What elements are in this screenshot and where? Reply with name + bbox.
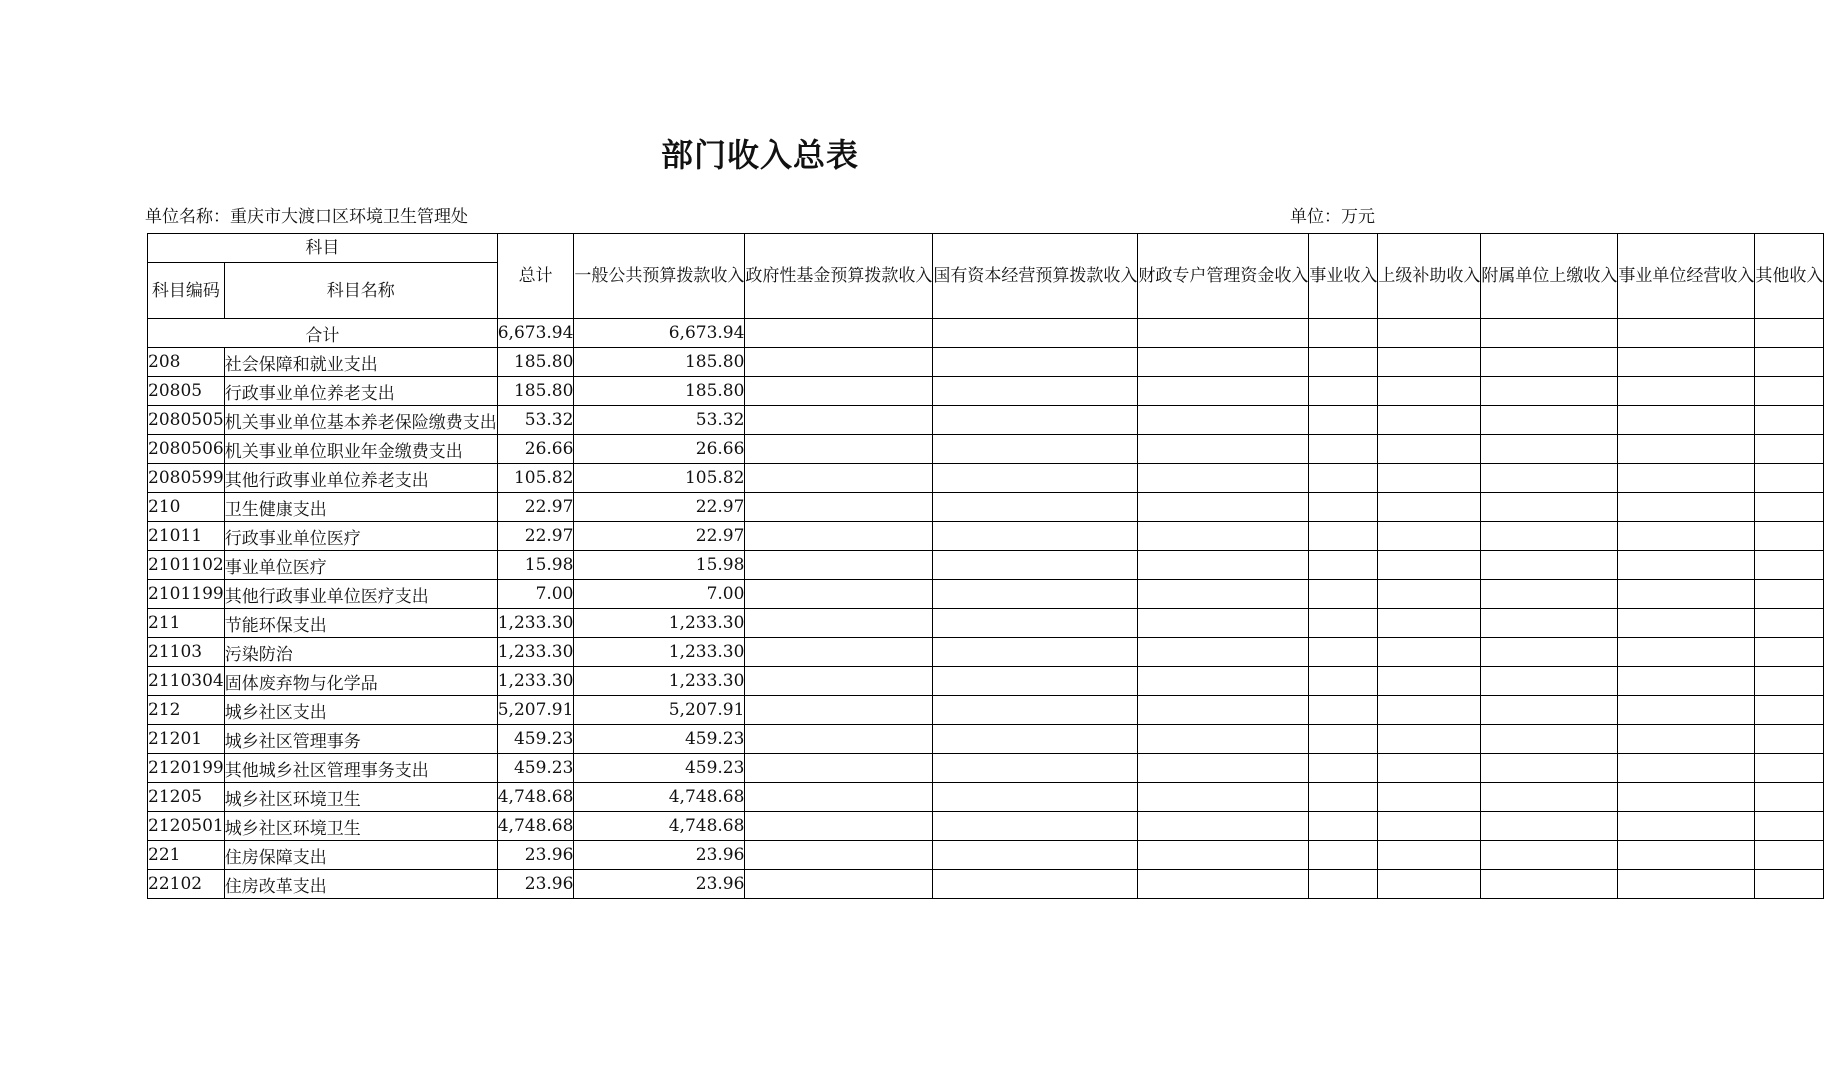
unit-name-label: 单位名称：重庆市大渡口区环境卫生管理处 bbox=[145, 207, 468, 227]
row-general: 26.66 bbox=[574, 435, 745, 464]
empty-cell bbox=[745, 725, 933, 754]
row-code: 21205 bbox=[148, 783, 225, 812]
empty-cell bbox=[1755, 406, 1824, 435]
row-code: 208 bbox=[148, 348, 225, 377]
row-name: 行政事业单位医疗 bbox=[224, 522, 497, 551]
empty-cell bbox=[1755, 696, 1824, 725]
empty-cell bbox=[933, 638, 1138, 667]
table-row bbox=[148, 377, 1824, 406]
empty-cell bbox=[1618, 406, 1755, 435]
empty-cell bbox=[933, 551, 1138, 580]
empty-cell bbox=[1138, 580, 1309, 609]
row-name: 节能环保支出 bbox=[224, 609, 497, 638]
empty-cell bbox=[1378, 870, 1481, 899]
empty-cell bbox=[745, 870, 933, 899]
empty-cell bbox=[933, 696, 1138, 725]
row-total: 185.80 bbox=[497, 348, 574, 377]
row-general: 1,233.30 bbox=[574, 638, 745, 667]
empty-cell bbox=[1378, 435, 1481, 464]
empty-cell bbox=[1755, 435, 1824, 464]
empty-cell bbox=[745, 609, 933, 638]
empty-cell bbox=[1378, 638, 1481, 667]
header-subject: 科目 bbox=[148, 234, 498, 263]
empty-cell bbox=[1309, 667, 1378, 696]
header-career: 事业收入 bbox=[1309, 234, 1378, 319]
empty-cell bbox=[1309, 841, 1378, 870]
table-row bbox=[148, 783, 1824, 812]
empty-cell bbox=[1378, 493, 1481, 522]
empty-cell bbox=[1618, 725, 1755, 754]
row-name: 事业单位医疗 bbox=[224, 551, 497, 580]
empty-cell bbox=[1618, 754, 1755, 783]
empty-cell bbox=[1481, 348, 1618, 377]
empty-cell bbox=[1755, 493, 1824, 522]
row-name: 其他行政事业单位养老支出 bbox=[224, 464, 497, 493]
empty-cell bbox=[1618, 551, 1755, 580]
empty-cell bbox=[1618, 580, 1755, 609]
row-name: 卫生健康支出 bbox=[224, 493, 497, 522]
row-code: 20805 bbox=[148, 377, 225, 406]
empty-cell bbox=[1138, 667, 1309, 696]
empty-cell bbox=[933, 348, 1138, 377]
empty-cell bbox=[1618, 783, 1755, 812]
empty-cell bbox=[1309, 406, 1378, 435]
empty-cell bbox=[1618, 609, 1755, 638]
empty-cell bbox=[1755, 783, 1824, 812]
empty-cell bbox=[745, 783, 933, 812]
row-code: 21011 bbox=[148, 522, 225, 551]
empty-cell bbox=[1481, 638, 1618, 667]
empty-cell bbox=[933, 725, 1138, 754]
row-code: 221 bbox=[148, 841, 225, 870]
table-row bbox=[148, 435, 1824, 464]
empty-cell bbox=[1309, 580, 1378, 609]
row-name: 住房改革支出 bbox=[224, 870, 497, 899]
header-state-capital: 国有资本经营预算拨款收入 bbox=[933, 234, 1138, 319]
empty-cell bbox=[1755, 348, 1824, 377]
empty-cell bbox=[745, 435, 933, 464]
table-row bbox=[148, 406, 1824, 435]
row-general: 23.96 bbox=[574, 841, 745, 870]
income-table bbox=[147, 233, 1824, 899]
row-total: 23.96 bbox=[497, 841, 574, 870]
header-code: 科目编码 bbox=[148, 263, 225, 319]
empty-cell bbox=[1309, 435, 1378, 464]
empty-cell bbox=[933, 580, 1138, 609]
empty-cell bbox=[1309, 493, 1378, 522]
sum-total: 6,673.94 bbox=[497, 319, 574, 348]
empty-cell bbox=[933, 812, 1138, 841]
empty-cell bbox=[745, 464, 933, 493]
row-name: 城乡社区环境卫生 bbox=[224, 783, 497, 812]
table-row bbox=[148, 609, 1824, 638]
header-special-fund: 财政专户管理资金收入 bbox=[1138, 234, 1309, 319]
empty-cell bbox=[1309, 725, 1378, 754]
empty-cell bbox=[1138, 638, 1309, 667]
row-total: 7.00 bbox=[497, 580, 574, 609]
empty-cell bbox=[1755, 638, 1824, 667]
row-name: 其他行政事业单位医疗支出 bbox=[224, 580, 497, 609]
row-total: 53.32 bbox=[497, 406, 574, 435]
empty-cell bbox=[1755, 667, 1824, 696]
empty-cell bbox=[1755, 841, 1824, 870]
empty-cell bbox=[933, 377, 1138, 406]
empty-cell bbox=[1618, 870, 1755, 899]
empty-cell bbox=[1481, 464, 1618, 493]
row-total: 1,233.30 bbox=[497, 609, 574, 638]
row-code: 210 bbox=[148, 493, 225, 522]
empty-cell bbox=[1481, 493, 1618, 522]
empty-cell bbox=[1138, 406, 1309, 435]
empty-cell bbox=[1309, 609, 1378, 638]
empty-cell bbox=[933, 464, 1138, 493]
header-name: 科目名称 bbox=[224, 263, 497, 319]
empty-cell bbox=[1138, 696, 1309, 725]
row-name: 城乡社区环境卫生 bbox=[224, 812, 497, 841]
empty-cell bbox=[1755, 725, 1824, 754]
row-general: 53.32 bbox=[574, 406, 745, 435]
empty-cell bbox=[933, 493, 1138, 522]
unit-label: 单位：万元 bbox=[1290, 207, 1375, 227]
empty-cell bbox=[1481, 812, 1618, 841]
row-name: 其他城乡社区管理事务支出 bbox=[224, 754, 497, 783]
empty-cell bbox=[1138, 493, 1309, 522]
row-total: 23.96 bbox=[497, 870, 574, 899]
header-gov-fund: 政府性基金预算拨款收入 bbox=[745, 234, 933, 319]
empty-cell bbox=[1378, 841, 1481, 870]
header-other: 其他收入 bbox=[1755, 234, 1824, 319]
row-general: 5,207.91 bbox=[574, 696, 745, 725]
row-general: 4,748.68 bbox=[574, 812, 745, 841]
empty-cell bbox=[933, 609, 1138, 638]
empty-cell bbox=[745, 406, 933, 435]
empty-cell bbox=[1618, 696, 1755, 725]
header-total: 总计 bbox=[497, 234, 574, 319]
row-code: 2080599 bbox=[148, 464, 225, 493]
row-general: 23.96 bbox=[574, 870, 745, 899]
table-row bbox=[148, 841, 1824, 870]
row-name: 社会保障和就业支出 bbox=[224, 348, 497, 377]
empty-cell bbox=[1618, 841, 1755, 870]
row-code: 211 bbox=[148, 609, 225, 638]
empty-cell bbox=[1481, 841, 1618, 870]
empty-cell bbox=[1481, 551, 1618, 580]
empty-cell bbox=[1755, 580, 1824, 609]
row-general: 185.80 bbox=[574, 348, 745, 377]
empty-cell bbox=[933, 783, 1138, 812]
row-total: 15.98 bbox=[497, 551, 574, 580]
empty-cell bbox=[1378, 696, 1481, 725]
empty-cell bbox=[745, 377, 933, 406]
row-code: 2101199 bbox=[148, 580, 225, 609]
empty-cell bbox=[1309, 551, 1378, 580]
empty-cell bbox=[1309, 638, 1378, 667]
row-name: 机关事业单位基本养老保险缴费支出 bbox=[224, 406, 497, 435]
row-total: 459.23 bbox=[497, 725, 574, 754]
empty-cell bbox=[933, 870, 1138, 899]
empty-cell bbox=[1618, 522, 1755, 551]
empty-cell bbox=[1618, 667, 1755, 696]
empty-cell bbox=[1618, 464, 1755, 493]
row-general: 22.97 bbox=[574, 522, 745, 551]
row-code: 2120199 bbox=[148, 754, 225, 783]
row-general: 1,233.30 bbox=[574, 667, 745, 696]
empty-cell bbox=[933, 435, 1138, 464]
empty-cell bbox=[1378, 609, 1481, 638]
empty-cell bbox=[1378, 522, 1481, 551]
empty-cell bbox=[1755, 551, 1824, 580]
empty-cell bbox=[745, 638, 933, 667]
empty-cell bbox=[745, 812, 933, 841]
empty-cell bbox=[1755, 464, 1824, 493]
empty-cell bbox=[745, 841, 933, 870]
empty-cell bbox=[1378, 812, 1481, 841]
empty-cell bbox=[1309, 754, 1378, 783]
empty-cell bbox=[1755, 754, 1824, 783]
row-name: 机关事业单位职业年金缴费支出 bbox=[224, 435, 497, 464]
empty-cell bbox=[1309, 522, 1378, 551]
row-general: 4,748.68 bbox=[574, 783, 745, 812]
row-general: 1,233.30 bbox=[574, 609, 745, 638]
empty-cell bbox=[1309, 870, 1378, 899]
empty-cell bbox=[1378, 551, 1481, 580]
empty-cell bbox=[1618, 493, 1755, 522]
empty-cell bbox=[1378, 754, 1481, 783]
row-total: 105.82 bbox=[497, 464, 574, 493]
row-code: 2101102 bbox=[148, 551, 225, 580]
empty-cell bbox=[1755, 609, 1824, 638]
row-total: 5,207.91 bbox=[497, 696, 574, 725]
header-affiliated: 附属单位上缴收入 bbox=[1481, 234, 1618, 319]
empty-cell bbox=[933, 754, 1138, 783]
empty-cell bbox=[745, 667, 933, 696]
empty-cell bbox=[1138, 435, 1309, 464]
empty-cell bbox=[1755, 377, 1824, 406]
empty-cell bbox=[1481, 406, 1618, 435]
row-code: 2080505 bbox=[148, 406, 225, 435]
empty-cell bbox=[1481, 870, 1618, 899]
empty-cell bbox=[1481, 696, 1618, 725]
table-row bbox=[148, 725, 1824, 754]
empty-cell bbox=[1378, 348, 1481, 377]
empty-cell bbox=[933, 522, 1138, 551]
empty-cell bbox=[1378, 783, 1481, 812]
row-code: 212 bbox=[148, 696, 225, 725]
empty-cell bbox=[1138, 754, 1309, 783]
row-code: 2110304 bbox=[148, 667, 225, 696]
empty-cell bbox=[1618, 638, 1755, 667]
row-code: 2120501 bbox=[148, 812, 225, 841]
row-general: 459.23 bbox=[574, 754, 745, 783]
empty-cell bbox=[1378, 580, 1481, 609]
row-general: 15.98 bbox=[574, 551, 745, 580]
empty-cell bbox=[1378, 464, 1481, 493]
table-row bbox=[148, 870, 1824, 899]
row-code: 21103 bbox=[148, 638, 225, 667]
row-total: 4,748.68 bbox=[497, 783, 574, 812]
table-row bbox=[148, 696, 1824, 725]
empty-cell bbox=[933, 841, 1138, 870]
empty-cell bbox=[1138, 464, 1309, 493]
empty-cell bbox=[1481, 580, 1618, 609]
sum-general: 6,673.94 bbox=[574, 319, 745, 348]
row-name: 城乡社区支出 bbox=[224, 696, 497, 725]
header-operation: 事业单位经营收入 bbox=[1618, 234, 1755, 319]
empty-cell bbox=[745, 696, 933, 725]
empty-cell bbox=[1138, 841, 1309, 870]
row-total: 22.97 bbox=[497, 522, 574, 551]
row-name: 城乡社区管理事务 bbox=[224, 725, 497, 754]
empty-cell bbox=[1138, 522, 1309, 551]
empty-cell bbox=[745, 522, 933, 551]
row-total: 1,233.30 bbox=[497, 667, 574, 696]
row-code: 2080506 bbox=[148, 435, 225, 464]
header-general-budget: 一般公共预算拨款收入 bbox=[574, 234, 745, 319]
empty-cell bbox=[1481, 725, 1618, 754]
table-row bbox=[148, 522, 1824, 551]
empty-cell bbox=[745, 493, 933, 522]
empty-cell bbox=[1618, 348, 1755, 377]
table-row bbox=[148, 754, 1824, 783]
empty-cell bbox=[1309, 377, 1378, 406]
sum-label: 合计 bbox=[148, 319, 498, 348]
empty-cell bbox=[1138, 812, 1309, 841]
header-subsidy: 上级补助收入 bbox=[1378, 234, 1481, 319]
page-title: 部门收入总表 bbox=[660, 136, 859, 174]
table-row bbox=[148, 493, 1824, 522]
empty-cell bbox=[1309, 696, 1378, 725]
empty-cell bbox=[1378, 377, 1481, 406]
empty-cell bbox=[1481, 667, 1618, 696]
empty-cell bbox=[933, 406, 1138, 435]
empty-cell bbox=[1138, 870, 1309, 899]
empty-cell bbox=[1481, 377, 1618, 406]
table-row bbox=[148, 580, 1824, 609]
row-name: 行政事业单位养老支出 bbox=[224, 377, 497, 406]
empty-cell bbox=[933, 667, 1138, 696]
empty-cell bbox=[1378, 667, 1481, 696]
empty-cell bbox=[1138, 725, 1309, 754]
empty-cell bbox=[1309, 812, 1378, 841]
empty-cell bbox=[1138, 783, 1309, 812]
empty-cell bbox=[1481, 435, 1618, 464]
empty-cell bbox=[1481, 783, 1618, 812]
empty-cell bbox=[1481, 522, 1618, 551]
row-general: 22.97 bbox=[574, 493, 745, 522]
row-code: 21201 bbox=[148, 725, 225, 754]
empty-cell bbox=[1138, 377, 1309, 406]
row-general: 7.00 bbox=[574, 580, 745, 609]
empty-cell bbox=[1309, 783, 1378, 812]
empty-cell bbox=[1618, 377, 1755, 406]
table-row bbox=[148, 638, 1824, 667]
row-total: 22.97 bbox=[497, 493, 574, 522]
empty-cell bbox=[1138, 551, 1309, 580]
empty-cell bbox=[745, 754, 933, 783]
row-total: 185.80 bbox=[497, 377, 574, 406]
empty-cell bbox=[1755, 870, 1824, 899]
table-row bbox=[148, 812, 1824, 841]
row-name: 固体废弃物与化学品 bbox=[224, 667, 497, 696]
empty-cell bbox=[1309, 464, 1378, 493]
empty-cell bbox=[1755, 522, 1824, 551]
row-total: 459.23 bbox=[497, 754, 574, 783]
row-name: 污染防治 bbox=[224, 638, 497, 667]
empty-cell bbox=[745, 551, 933, 580]
empty-cell bbox=[1378, 725, 1481, 754]
row-general: 459.23 bbox=[574, 725, 745, 754]
row-code: 22102 bbox=[148, 870, 225, 899]
row-general: 185.80 bbox=[574, 377, 745, 406]
row-total: 1,233.30 bbox=[497, 638, 574, 667]
table-row bbox=[148, 348, 1824, 377]
empty-cell bbox=[745, 348, 933, 377]
empty-cell bbox=[1309, 348, 1378, 377]
empty-cell bbox=[1138, 609, 1309, 638]
row-total: 26.66 bbox=[497, 435, 574, 464]
empty-cell bbox=[1618, 812, 1755, 841]
row-total: 4,748.68 bbox=[497, 812, 574, 841]
row-general: 105.82 bbox=[574, 464, 745, 493]
empty-cell bbox=[1481, 609, 1618, 638]
empty-cell bbox=[745, 580, 933, 609]
table-row bbox=[148, 464, 1824, 493]
empty-cell bbox=[1618, 435, 1755, 464]
empty-cell bbox=[1481, 754, 1618, 783]
empty-cell bbox=[1755, 812, 1824, 841]
empty-cell bbox=[1138, 348, 1309, 377]
table-row bbox=[148, 551, 1824, 580]
row-name: 住房保障支出 bbox=[224, 841, 497, 870]
sum-row bbox=[148, 319, 1824, 348]
table-row bbox=[148, 667, 1824, 696]
empty-cell bbox=[1378, 406, 1481, 435]
